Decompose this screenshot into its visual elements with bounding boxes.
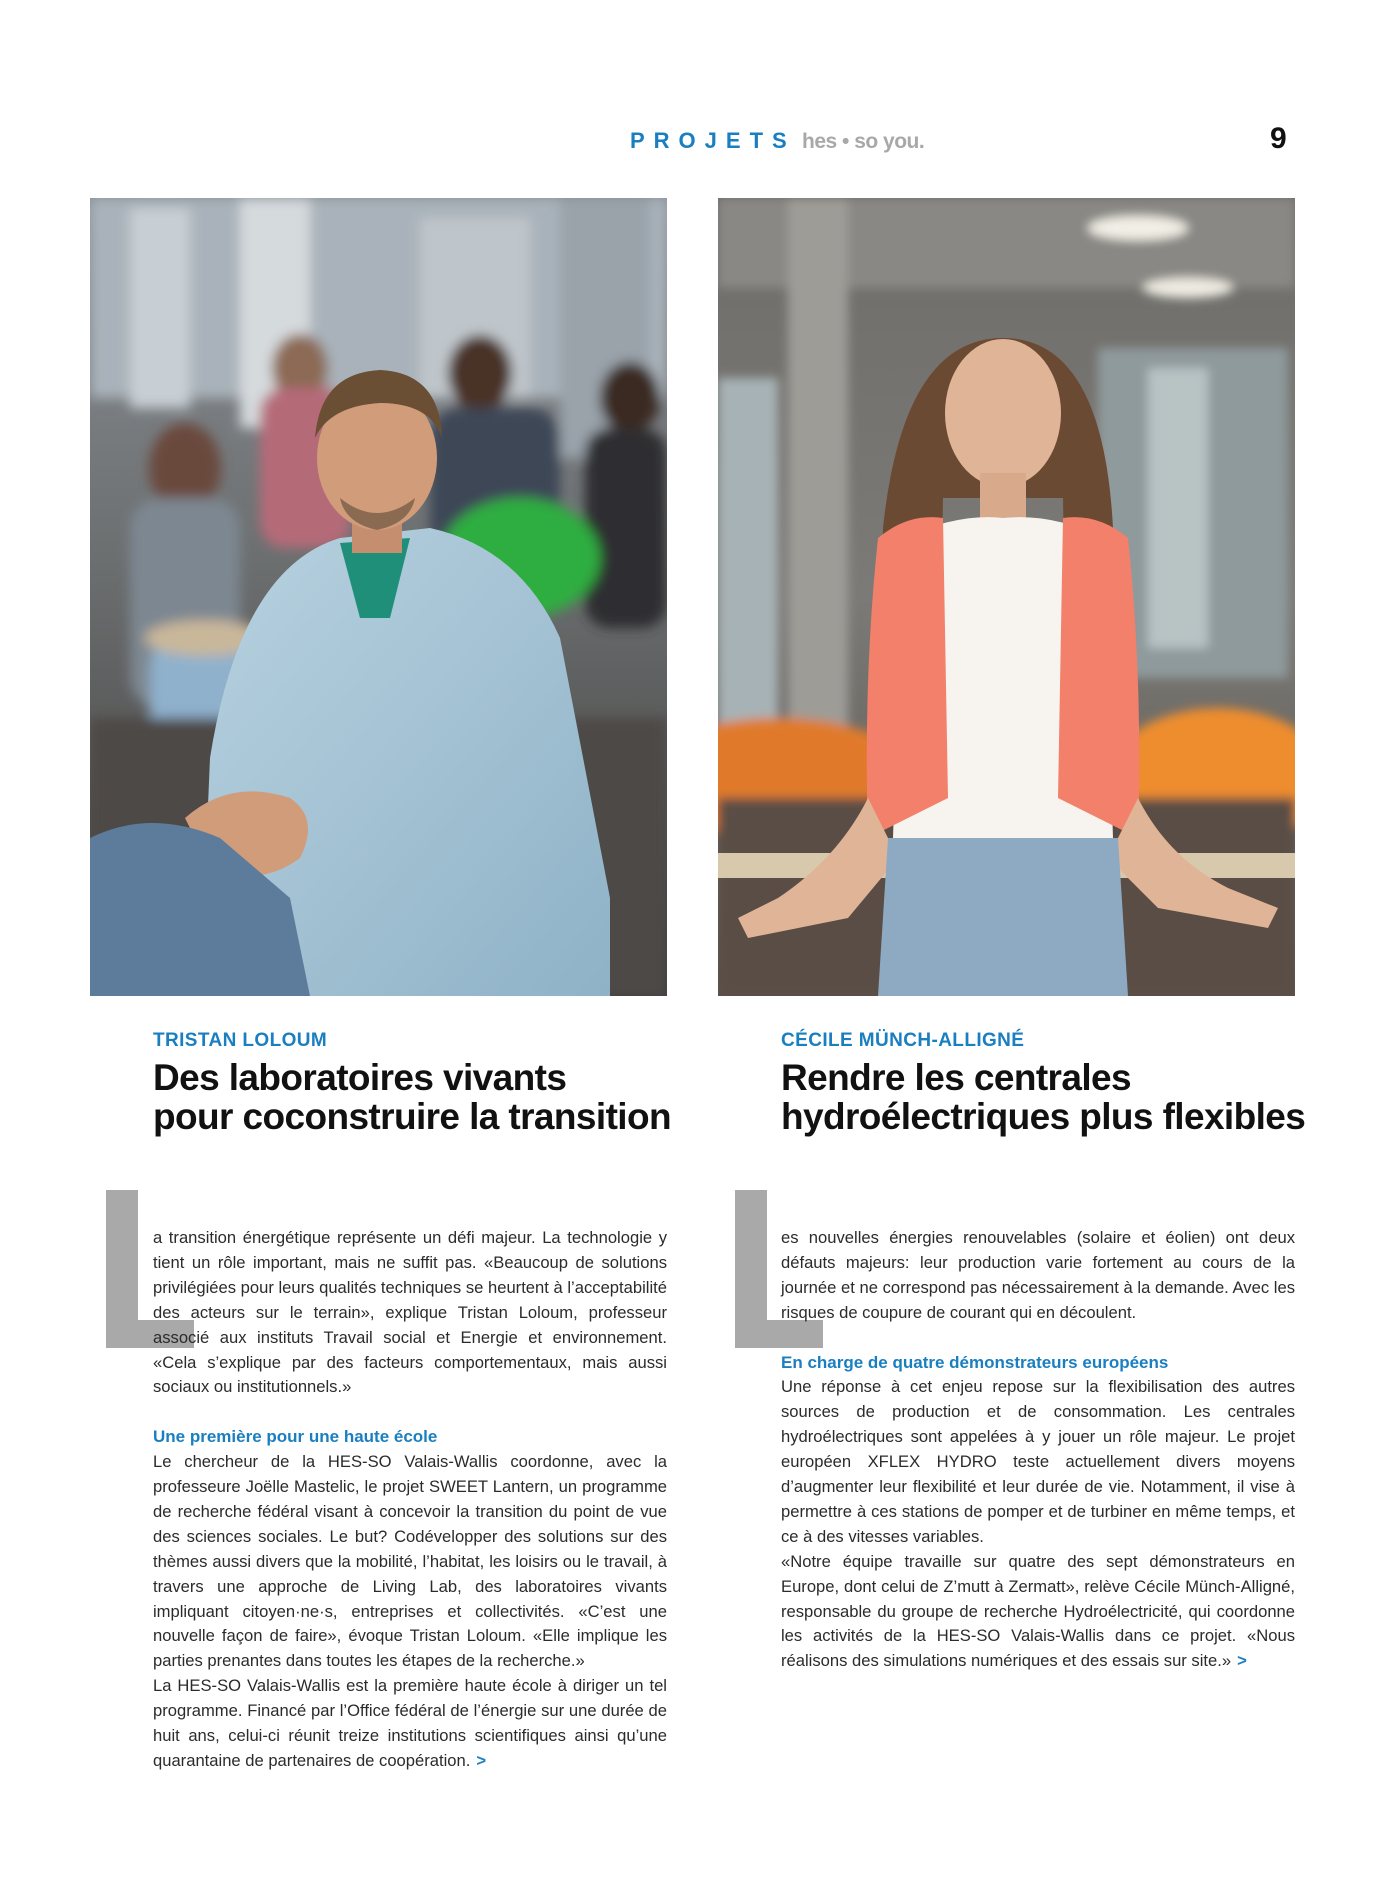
portrait-photo-left (90, 198, 667, 996)
section-title: PROJETS (630, 128, 796, 153)
intro-paragraph: a transition énergétique représente un défi majeur. La technologie y tient un rôle important, mais ne suffit pas. «Beaucoup de solutions privilégiées pour leurs qualités techniques se heurtent à l’acceptabilité des acteurs sur le terrain», explique Tristan Loloum, professeur associé aux instituts Travail social et Energie et environnement. «Cela s’explique par des facteurs comportementaux, mais aussi sociaux ou institutionnels.» (153, 1228, 667, 1397)
body-paragraph-text: «Notre équipe travaille sur quatre des sept démonstrateurs en Europe, dont celui de Z’mutt à Zermatt», relève Cécile Münch-Alligné, responsable du groupe de recherche Hydroélectricité, qui coordonne les activités de la HES-SO Valais-Wallis dans ce projet. «Nous réalisons des simulations numériques et des essais sur site.» (781, 1551, 1295, 1671)
portrait-illustration-right (718, 198, 1295, 996)
body-paragraph: Le chercheur de la HES-SO Valais-Wallis coordonne, avec la professeure Joëlle Mastelic, le projet SWEET Lantern, un programme de recherche fédéral visant à concevoir la transition du point de vue des sciences sociales. Le but? Codévelopper des solutions sur des thèmes aussi divers que la mobilité, l’habitat, les loisirs ou le travail, à travers une approche de Living Lab, des laboratoires vivants impliquant citoyen·ne·s, entreprises et collectivités. «C’est une nouvelle façon de faire», évoque Tristan Loloum. «Elle implique les parties prenantes dans toutes les étapes de la recherche.» (153, 1452, 667, 1671)
subheading: Une première pour une haute école (153, 1427, 438, 1447)
headline-line-2: pour coconstruire la transition (153, 1096, 671, 1137)
intro-paragraph: es nouvelles énergies renouvelables (solaire et éolien) ont deux défauts majeurs: leur production varie fortement au cours de la journée et ne correspond pas nécessairement à la demande. Avec les risques de coupure de courant qui en découlent. (781, 1228, 1295, 1322)
portrait-photo-right (718, 198, 1295, 996)
body-paragraph-text: La HES-SO Valais-Wallis est la première haute école à diriger un tel programme. Financé par l’Office fédéral de l’énergie sur une durée de huit ans, celui-ci réunit treize institutions scientifiques ainsi qu’une quarantaine de partenaires de coopération. (153, 1676, 667, 1771)
headline-line-1: Des laboratoires vivants (153, 1057, 567, 1098)
article-header-right (781, 1030, 1323, 1136)
brand-logo: hes • so you. (802, 130, 925, 153)
continue-arrow: > (1237, 1651, 1247, 1671)
article-headline (153, 1058, 695, 1136)
article-body-right (781, 1226, 1295, 1674)
body-paragraph (781, 1550, 1295, 1675)
continue-arrow: > (476, 1751, 487, 1771)
article-header-left (153, 1030, 695, 1136)
subheading: En charge de quatre démonstrateurs européens (781, 1352, 1169, 1372)
headline-line-1: Rendre les centrales (781, 1057, 1131, 1098)
article-headline (781, 1058, 1323, 1136)
body-paragraph: Une réponse à cet enjeu repose sur la flexibilisation des autres sources de production et de consommation. Les centrales hydroélectriques sont appelées à y jouer un rôle majeur. Le projet européen XFLEX HYDRO teste actuellement divers moyens d’augmenter leur flexibilité et leur durée de vie. Notamment, il vise à permettre à ces stations de pomper et de turbiner en même temps, et ce à des vitesses variables. (781, 1377, 1295, 1546)
page-number: 9 (1270, 122, 1287, 155)
body-paragraph (153, 1674, 667, 1774)
portrait-illustration-left (90, 198, 667, 996)
headline-line-2: hydroélectriques plus flexibles (781, 1096, 1306, 1137)
author-name: TRISTAN LOLOUM (153, 1030, 328, 1051)
article-body-left (153, 1226, 667, 1774)
author-name: CÉCILE MÜNCH-ALLIGNÉ (781, 1030, 1025, 1051)
